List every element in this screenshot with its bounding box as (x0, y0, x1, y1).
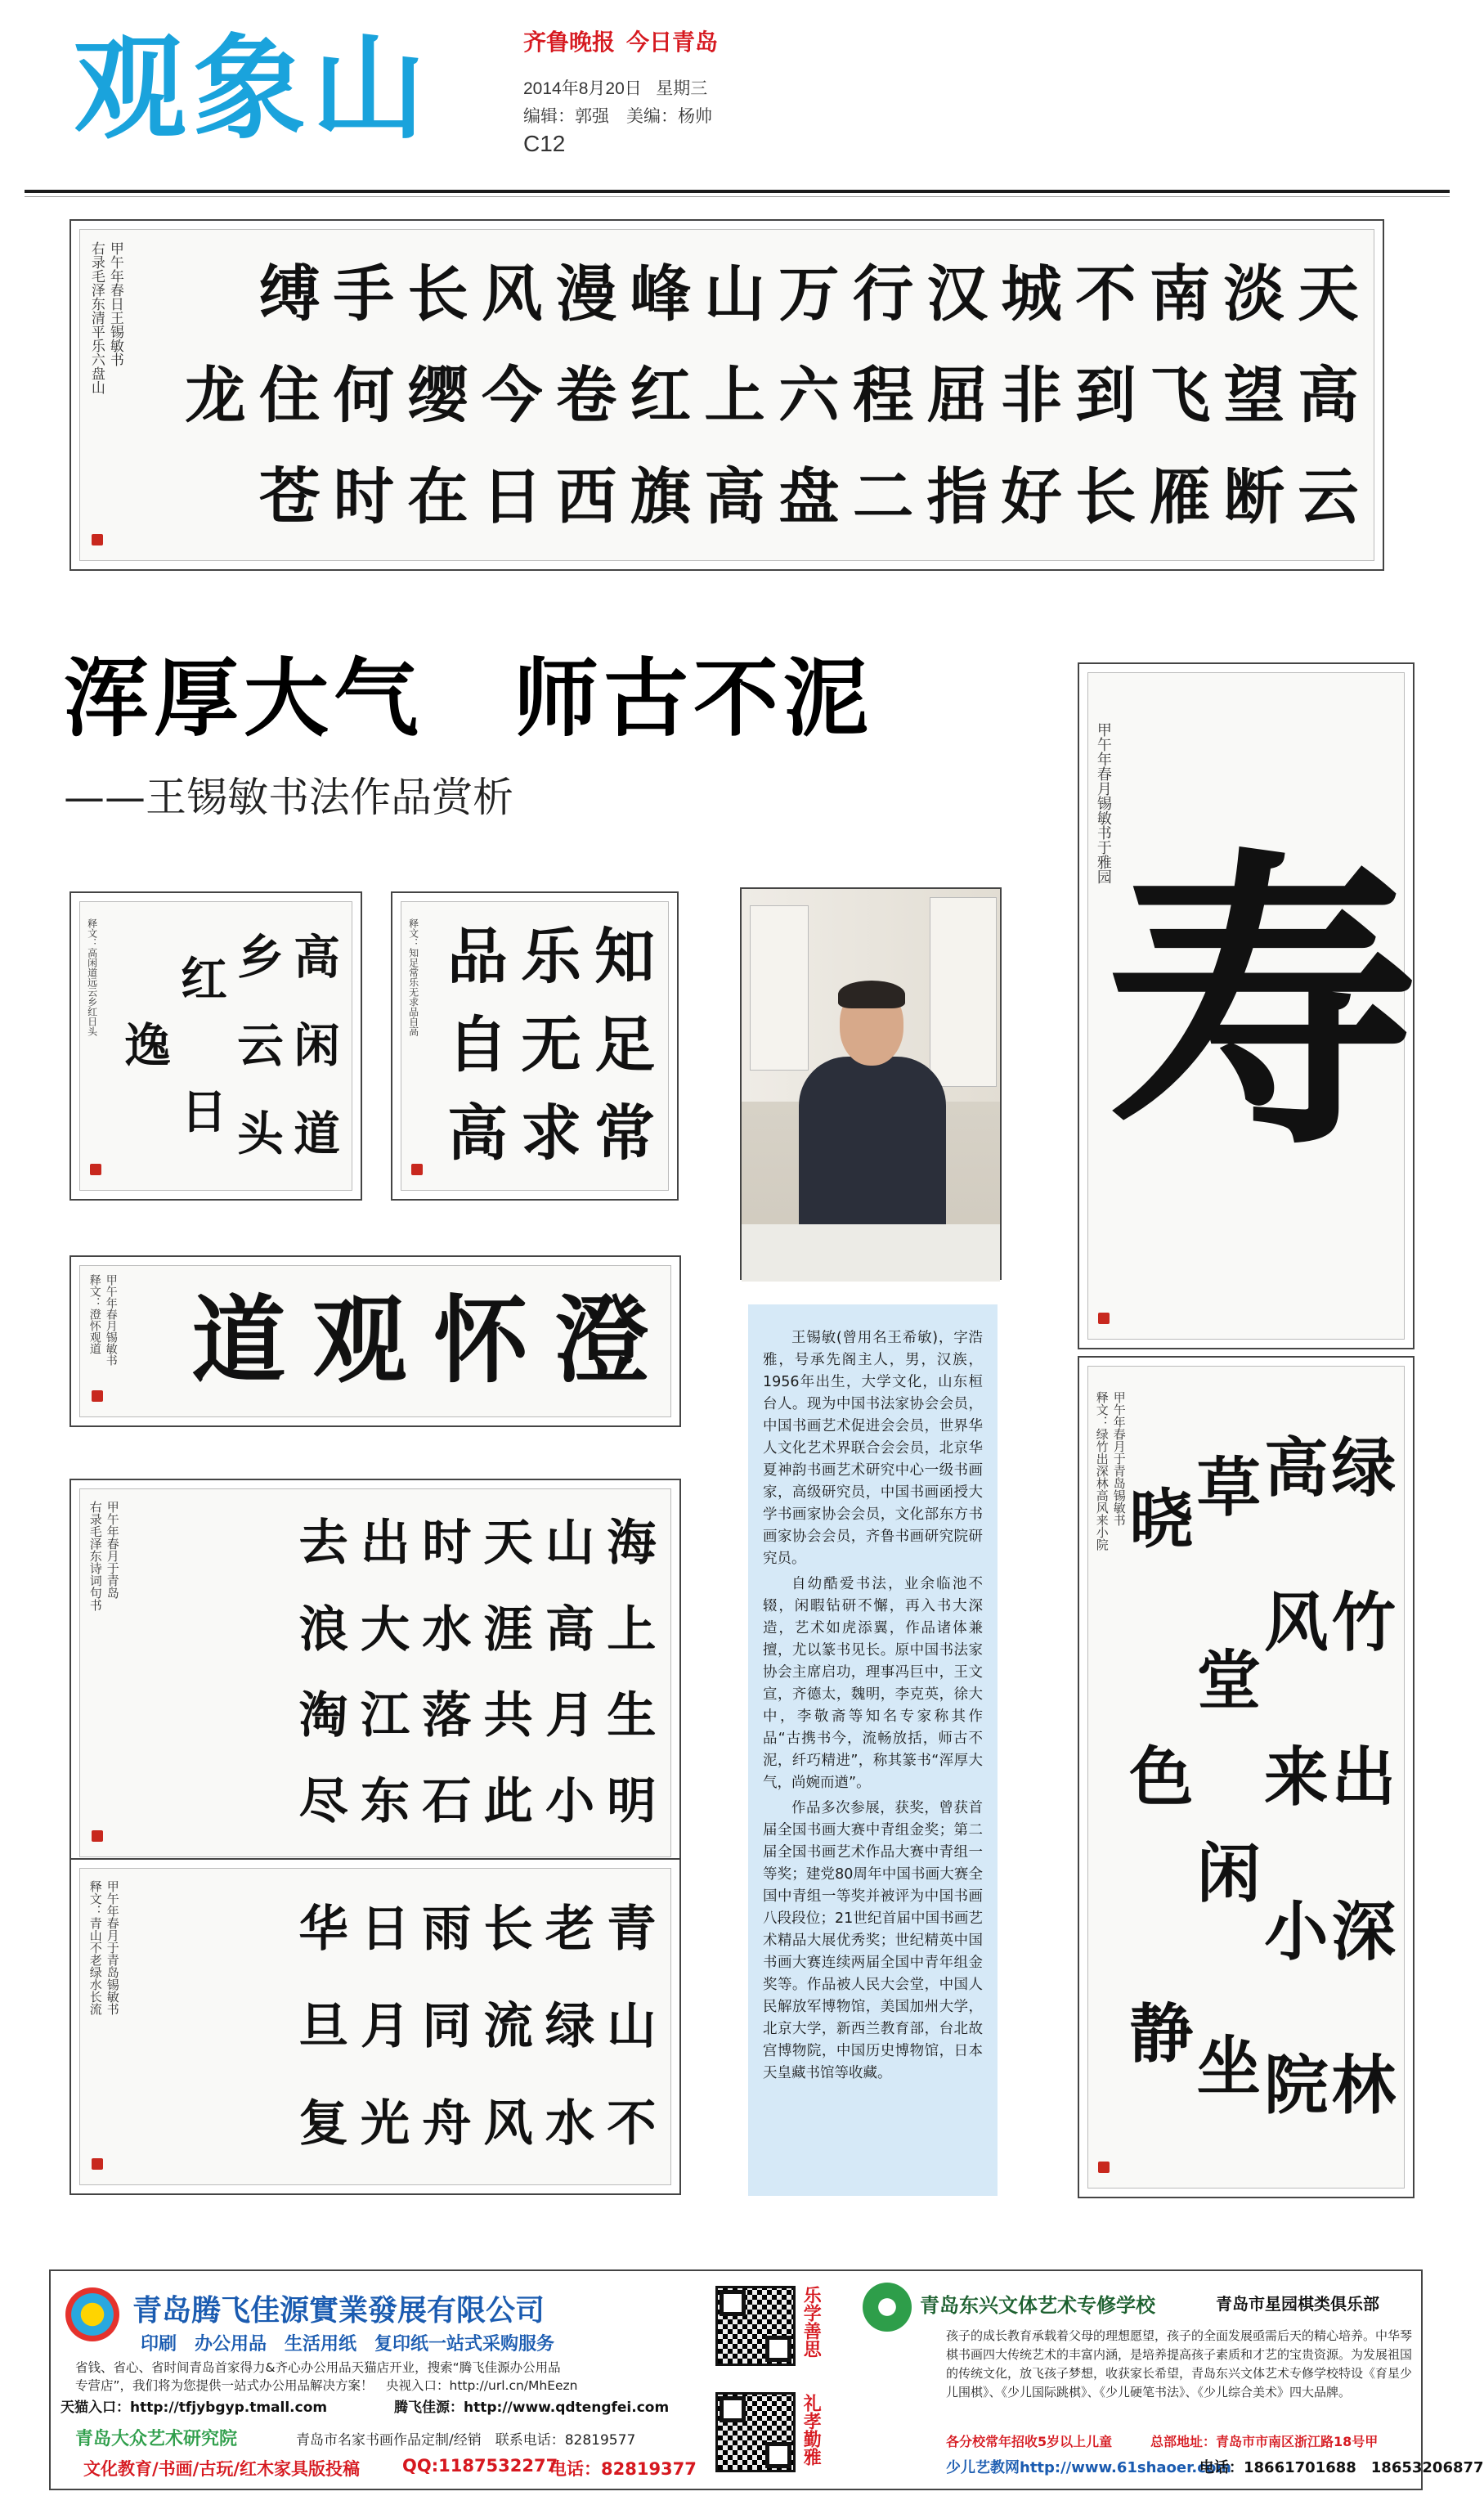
issue-weekday: 星期三 (656, 79, 708, 98)
work-block-b (69, 1858, 681, 2195)
calligraphy-char: 时 (333, 460, 395, 532)
calligraphy-char: 闲 (1196, 1835, 1261, 1911)
seal-stamp-icon (411, 1164, 423, 1175)
calligraphy-char: 乐 (521, 922, 581, 993)
calligraphy-char: 日 (482, 460, 543, 532)
calligraphy-char: 来 (1264, 1739, 1329, 1815)
calligraphy-char: 山 (545, 1514, 595, 1573)
calligraphy-char: 非 (1001, 358, 1062, 431)
calligraphy-char: 青 (607, 1899, 657, 1958)
calligraphy-column (475, 243, 549, 547)
calligraphy-char: 尽 (298, 1772, 348, 1831)
calligraphy-char: 缚 (258, 257, 321, 330)
calligraphy-char: 水 (422, 1600, 472, 1659)
calligraphy-char: 今 (482, 358, 543, 431)
calligraphy-char: 晓 (1129, 1482, 1194, 1558)
calligraphy-char: 绿 (545, 1996, 595, 2055)
seal-stamp-icon (90, 1164, 101, 1175)
calligraphy-char: 到 (1075, 358, 1137, 431)
calligraphy-column (477, 1501, 539, 1845)
calligraphy-column (549, 243, 624, 547)
calligraphy-char: 断 (1223, 460, 1285, 532)
calligraphy-char: 静 (1129, 1996, 1194, 2072)
work-right-lower-paper (1087, 1366, 1405, 2189)
ad-phone: 电话：82819377 (549, 2459, 697, 2479)
calligraphy-char: 城 (1001, 257, 1062, 330)
calligraphy-char: 云 (1298, 460, 1359, 532)
calligraphy-column (178, 243, 253, 547)
bio-paragraph: 王锡敏(曾用名王希敏)，字浩雅，号承先阁主人，男，汉族，1956年出生，大学文化，山东桓台人。现为中国书法家协会会员，中国书画艺术促进会会员，世界华人文化艺术界联合会会员，北京华夏神韵书画艺术研究中心一级书画家，高级研究员，中国书画函授大学书画家协会会员，文化部东方书画家协会会员，齐鲁书画研究院研究员。 (763, 1330, 983, 1567)
calligraphy-char: 上 (704, 358, 765, 431)
photo-figure-hair (838, 981, 905, 1008)
brand-name: 齐鲁晚报 (523, 29, 616, 56)
calligraphy-char: 苍 (258, 460, 321, 532)
work-top-banner (69, 219, 1384, 571)
calligraphy-column (994, 243, 1069, 547)
inscription-text: 释文：高闲道远云乡红日头 (86, 918, 98, 1036)
calligraphy-char: 大 (360, 1600, 410, 1659)
calligraphy-column (697, 243, 772, 547)
subheadline: ——王锡敏书法作品赏析 (64, 774, 513, 821)
issue-date-line (523, 75, 707, 100)
calligraphy-char: 涯 (483, 1600, 533, 1659)
inscription-text: 释文：澄怀观道 (87, 1274, 101, 1354)
ad-institute-desc: 青岛市名家书画作品定制/经销 联系电话：82819577 (296, 2432, 636, 2449)
calligraphy-char: 出 (360, 1514, 410, 1573)
calligraphy-char: 同 (422, 1996, 472, 2055)
calligraphy-column (1107, 689, 1418, 1322)
photo-desk (742, 1224, 1000, 1282)
tengfei-logo-icon (65, 2287, 119, 2341)
seal-stamp-icon (92, 2158, 103, 2170)
calligraphy-char: 舟 (422, 2094, 472, 2153)
seal-stamp-icon (92, 1830, 103, 1842)
calligraphy-char: 澄 (554, 1286, 649, 1397)
calligraphy-column (293, 1880, 354, 2173)
calligraphy-char: 在 (407, 460, 469, 532)
calligraphy-char: 长 (1075, 460, 1137, 532)
artist-photo (740, 887, 1002, 1280)
calligraphy-column (354, 1501, 415, 1845)
work-mid-b (391, 891, 679, 1201)
calligraphy-column (354, 1880, 415, 2173)
bio-paragraph: 作品多次参展，获奖，曾获首届全国书画大赛中青组金奖；第二届全国书画艺术作品大赛中青组一等奖；建党80周年中国书画大赛全国中青组一等奖并被评为中国书画八段段位；21世纪首届中国书画艺术精品大展优秀奖；世纪精英中国书画大赛连续两届全国中青年组金奖等。作品被人民大会堂，中国人民解放军博物馆，美国加州大学，北京大学，新西兰教育部，台北故宫博物院，中国历史博物馆，日本天皇藏书馆等收藏。 (763, 1800, 983, 2081)
ad-slogan-1: 乐学善思 (800, 2286, 822, 2358)
calligraphy-char: 林 (1331, 2048, 1396, 2124)
brand-sub: 今日青岛 (626, 29, 719, 56)
calligraphy-char: 常 (594, 1098, 655, 1169)
calligraphy-char: 出 (1331, 1739, 1396, 1815)
calligraphy-char: 绿 (1331, 1430, 1396, 1506)
work-block-a-paper (79, 1488, 671, 1857)
calligraphy-char: 草 (1196, 1449, 1261, 1525)
calligraphy-char: 道 (191, 1286, 286, 1397)
seal-stamp-icon (1098, 1313, 1110, 1324)
calligraphy-column (1128, 1391, 1195, 2163)
calligraphy-char: 海 (607, 1514, 657, 1573)
work-wide-paper (79, 1265, 671, 1417)
calligraphy-char: 望 (1223, 358, 1285, 431)
calligraphy-char: 龙 (185, 358, 246, 431)
photo-scroll (750, 905, 809, 1071)
calligraphy-char: 高 (704, 460, 765, 532)
ad-bar (49, 2269, 1484, 2490)
calligraphy-char: 淡 (1223, 257, 1285, 330)
calligraphy-char: 高 (1264, 1430, 1329, 1506)
work-mid-a (69, 891, 362, 1201)
section-title: 观象山 (74, 23, 433, 155)
calligraphy-char: 长 (483, 1899, 533, 1958)
calligraphy-char: 天 (483, 1514, 533, 1573)
calligraphy-column (921, 243, 995, 547)
inscription-text: 甲午年春月于青岛 (105, 1501, 120, 1599)
calligraphy-column (772, 243, 846, 547)
school-logo-icon (863, 2283, 912, 2332)
inscription-text: 甲午年春月于青岛锡敏书 (105, 1880, 120, 2015)
calligraphy-column (293, 1501, 354, 1845)
calligraphy-char: 日 (360, 1899, 410, 1958)
calligraphy-char: 水 (545, 2094, 595, 2153)
calligraphy-char: 足 (594, 1010, 655, 1081)
calligraphy-char: 高 (545, 1600, 595, 1659)
calligraphy-char: 乡 (237, 930, 284, 985)
calligraphy-column (477, 1880, 539, 2173)
ad-school-site[interactable]: 少儿艺教网http://www.61shaoer.com (946, 2459, 1232, 2476)
calligraphy-char: 月 (360, 1996, 410, 2055)
calligraphy-char: 万 (778, 257, 840, 330)
calligraphy-char: 程 (852, 358, 914, 431)
work-mid-b-paper (401, 901, 669, 1191)
calligraphy-char: 共 (483, 1686, 533, 1744)
calligraphy-char: 盘 (778, 460, 840, 532)
calligraphy-char: 去 (298, 1514, 348, 1573)
calligraphy-char: 知 (594, 922, 655, 993)
calligraphy-column (1262, 1391, 1330, 2163)
calligraphy-char: 复 (298, 2094, 348, 2153)
ad-address: 总部地址：青岛市市南区浙江路18号甲 (1150, 2434, 1379, 2449)
calligraphy-column (176, 914, 232, 1178)
calligraphy-char: 行 (852, 257, 914, 330)
photo-scroll (930, 897, 997, 1087)
calligraphy-char: 明 (607, 1772, 657, 1831)
calligraphy-column (289, 914, 345, 1178)
calligraphy-column (327, 243, 401, 547)
calligraphy-char: 流 (483, 1996, 533, 2055)
ad-dongxing (856, 2271, 1484, 2489)
calligraphy-char: 漫 (555, 257, 617, 330)
calligraphy-char: 不 (607, 2094, 657, 2153)
work-wide (69, 1255, 681, 1427)
calligraphy-column (624, 243, 698, 547)
calligraphy-char: 生 (607, 1686, 657, 1744)
calligraphy-char: 色 (1129, 1739, 1194, 1815)
calligraphy-column (539, 1880, 600, 2173)
inscription-text: 右录毛泽东清平乐六盘山 (87, 241, 105, 394)
work-block-b-paper (79, 1868, 671, 2185)
calligraphy-column (541, 1274, 662, 1408)
seal-stamp-icon (92, 1390, 103, 1402)
inscription-text: 右录毛泽东诗词句书 (87, 1501, 103, 1611)
calligraphy-char: 观 (312, 1286, 407, 1397)
calligraphy-char: 屈 (926, 358, 989, 431)
calligraphy-char: 东 (360, 1772, 410, 1831)
calligraphy-column (401, 243, 475, 547)
calligraphy-char: 南 (1149, 257, 1211, 330)
calligraphy-char: 淘 (298, 1686, 348, 1744)
calligraphy-char: 月 (545, 1686, 595, 1744)
calligraphy-char: 飞 (1149, 358, 1211, 431)
page-number: C12 (523, 131, 566, 156)
calligraphy-char: 高 (447, 1098, 508, 1169)
masthead-rule (25, 190, 1450, 193)
calligraphy-column (539, 1501, 600, 1845)
calligraphy-char: 雁 (1149, 460, 1211, 532)
calligraphy-column (846, 243, 921, 547)
ad-institute: 青岛大众艺术研究院 (75, 2429, 238, 2449)
ad-site-link[interactable]: 腾飞佳源：http://www.qdtengfei.com (394, 2400, 670, 2416)
calligraphy-column (420, 1274, 541, 1408)
calligraphy-char: 不 (1075, 257, 1137, 330)
calligraphy-char: 高 (1298, 358, 1359, 431)
inscription-text: 甲午年春日王锡敏书 (106, 241, 123, 366)
calligraphy-column (441, 914, 514, 1178)
headline: 浑厚大气 师古不泥 (64, 649, 874, 748)
work-right-lower (1078, 1356, 1415, 2198)
ad-school-name: 青岛东兴文体艺术专修学校 (920, 2293, 1155, 2317)
ad-tmall-link[interactable]: 天猫入口：http://tfjybgyp.tmall.com (61, 2400, 328, 2416)
calligraphy-char: 山 (704, 257, 765, 330)
calligraphy-column (601, 1880, 662, 2173)
calligraphy-column (416, 1880, 477, 2173)
calligraphy-char: 此 (483, 1772, 533, 1831)
calligraphy-char: 时 (422, 1514, 472, 1573)
calligraphy-char: 指 (926, 460, 989, 532)
work-top-banner-paper (79, 229, 1374, 561)
calligraphy-char: 雨 (422, 1899, 472, 1958)
artist-bio (748, 1304, 998, 2196)
work-mid-a-paper (79, 901, 352, 1191)
calligraphy-char: 头 (237, 1107, 284, 1161)
calligraphy-char: 何 (333, 358, 395, 431)
calligraphy-column (1217, 243, 1292, 547)
calligraphy-column (1143, 243, 1217, 547)
inscription-text: 释文：知足常乐无求品自高 (407, 918, 419, 1036)
calligraphy-column (1195, 1391, 1263, 2163)
ad-school-phone: 电话：18661701688 18653206877 (1199, 2459, 1484, 2476)
inscription-text: 释文：绿竹出深林高风来小院 (1094, 1391, 1110, 1551)
calligraphy-char: 小 (545, 1772, 595, 1831)
calligraphy-char: 风 (483, 2094, 533, 2153)
calligraphy-char: 小 (1264, 1893, 1329, 1969)
ad-desc-1: 省钱、省心、省时间青岛首家得力&齐心办公用品天猫店开业，搜索“腾飞佳源办公用品 (75, 2360, 561, 2375)
seal-stamp-icon (92, 534, 103, 545)
work-block-a (69, 1479, 681, 1867)
ad-slogan-2: 礼孝勤雅 (800, 2394, 822, 2466)
calligraphy-char: 寿 (1107, 823, 1418, 1188)
calligraphy-column (1291, 243, 1365, 547)
calligraphy-column (601, 1501, 662, 1845)
calligraphy-char: 华 (298, 1899, 348, 1958)
ad-school-name-2: 青岛市星园棋类俱乐部 (1216, 2294, 1379, 2314)
calligraphy-char: 竹 (1331, 1585, 1396, 1660)
ad-qq: QQ:1187532277 (402, 2456, 558, 2476)
calligraphy-char: 高 (294, 930, 340, 985)
calligraphy-char: 好 (1001, 460, 1062, 532)
calligraphy-char: 长 (407, 257, 469, 330)
calligraphy-char: 堂 (1196, 1642, 1261, 1718)
calligraphy-char: 旗 (630, 460, 692, 532)
calligraphy-char: 日 (181, 1084, 227, 1139)
calligraphy-column (232, 914, 289, 1178)
calligraphy-char: 浪 (298, 1600, 348, 1659)
calligraphy-column (1069, 243, 1143, 547)
calligraphy-char: 无 (521, 1010, 581, 1081)
editor-line: 编辑：郭强 美编：杨帅 (523, 107, 712, 126)
calligraphy-char: 怀 (433, 1286, 528, 1397)
work-right-tall-paper (1087, 672, 1418, 1340)
calligraphy-column (253, 243, 327, 547)
seal-stamp-icon (1098, 2162, 1110, 2173)
masthead-rule-thin (25, 196, 1450, 197)
calligraphy-char: 闲 (294, 1018, 340, 1073)
newspaper-brand (523, 25, 718, 57)
calligraphy-char: 自 (447, 1010, 508, 1081)
ad-tagline: 印刷 办公用品 生活用纸 复印纸一站式采购服务 (141, 2334, 555, 2355)
qr-code-icon[interactable] (715, 2286, 796, 2366)
calligraphy-char: 风 (1264, 1585, 1329, 1660)
calligraphy-char: 手 (333, 257, 395, 330)
ad-tengfei (51, 2271, 697, 2489)
calligraphy-char: 深 (1331, 1893, 1396, 1969)
calligraphy-char: 光 (360, 2094, 410, 2153)
calligraphy-char: 落 (422, 1686, 472, 1744)
calligraphy-char: 红 (181, 952, 227, 1007)
calligraphy-column (1330, 1391, 1398, 2163)
calligraphy-char: 山 (607, 1996, 657, 2055)
inscription-text: 释文：青山不老绿水长流 (87, 1880, 103, 2015)
calligraphy-char: 缨 (407, 358, 469, 431)
calligraphy-column (514, 914, 588, 1178)
calligraphy-column (588, 914, 661, 1178)
ad-company-name: 青岛腾飞佳源實業發展有限公司 (132, 2293, 545, 2328)
calligraphy-char: 六 (778, 358, 840, 431)
calligraphy-char: 老 (545, 1899, 595, 1958)
calligraphy-char: 江 (360, 1686, 410, 1744)
calligraphy-char: 二 (852, 460, 914, 532)
calligraphy-char: 坐 (1196, 2028, 1261, 2104)
calligraphy-char: 住 (258, 358, 321, 431)
calligraphy-column (119, 914, 176, 1178)
calligraphy-char: 道 (294, 1107, 340, 1161)
work-right-tall (1078, 662, 1418, 1349)
ad-culture: 文化教育/书画/古玩/红木家具版投稿 (83, 2459, 361, 2479)
qr-code-icon[interactable] (715, 2392, 796, 2472)
calligraphy-char: 峰 (630, 257, 692, 330)
calligraphy-char: 卷 (555, 358, 617, 431)
calligraphy-char: 求 (521, 1098, 581, 1169)
ad-school-desc: 孩子的成长教育承载着父母的理想愿望，孩子的全面发展亟需后天的精心培养。中华琴棋书画四大传统艺术的丰富内涵，是培养提高孩子素质和才艺的宝贵资源。为发展祖国的传统文化，放飞孩子梦想，收获家长希望，青岛东兴文体艺术专修学校特设《育星少儿围棋》、《少儿国际跳棋》、《少儿硬笔书法》、《少儿综合美术》四大品牌。 (946, 2328, 1413, 2400)
calligraphy-char: 上 (607, 1600, 657, 1659)
calligraphy-char: 院 (1264, 2048, 1329, 2124)
inscription-text: 甲午年春月于青岛锡敏书 (1111, 1391, 1127, 1526)
calligraphy-char: 石 (422, 1772, 472, 1831)
ad-enroll: 各分校常年招收5岁以上儿童 (946, 2434, 1113, 2449)
calligraphy-char: 风 (482, 257, 543, 330)
calligraphy-column (178, 1274, 299, 1408)
calligraphy-char: 汉 (926, 257, 989, 330)
ad-qr-column (709, 2271, 848, 2489)
calligraphy-char: 品 (447, 922, 508, 993)
issue-date: 2014年8月20日 (523, 79, 642, 98)
photo-figure-body (799, 1057, 946, 1245)
bio-paragraph: 自幼酷爱书法，业余临池不辍，闲暇钻研不懈，再入书大深造，艺术如虎添翼，作品诸体兼擅，尤以篆书见长。原中国书法家协会主席启功，理事冯巨中，王文宣，齐德太，魏明，李克英，徐大中，李敬斋等知名专家称其作品“古携书今，流畅放括，师古不泥，纤巧精进”，称其篆书“浑厚大气，尚婉而遒”。 (763, 1576, 983, 1791)
calligraphy-column (416, 1501, 477, 1845)
inscription-text: 甲午年春月锡敏书 (104, 1274, 118, 1366)
inscription-text: 甲午年春月锡敏书于雅园 (1094, 722, 1112, 884)
calligraphy-char: 云 (237, 1018, 284, 1073)
calligraphy-char: 天 (1298, 257, 1359, 330)
calligraphy-char: 旦 (298, 1996, 348, 2055)
calligraphy-char: 西 (555, 460, 617, 532)
calligraphy-column (299, 1274, 420, 1408)
calligraphy-char: 逸 (124, 1018, 171, 1073)
calligraphy-char: 红 (630, 358, 692, 431)
ad-desc-2: 专营店”，我们将为您提供一站式办公用品解决方案！ 央视入口：http://url.cn/MhEezn (75, 2378, 578, 2393)
